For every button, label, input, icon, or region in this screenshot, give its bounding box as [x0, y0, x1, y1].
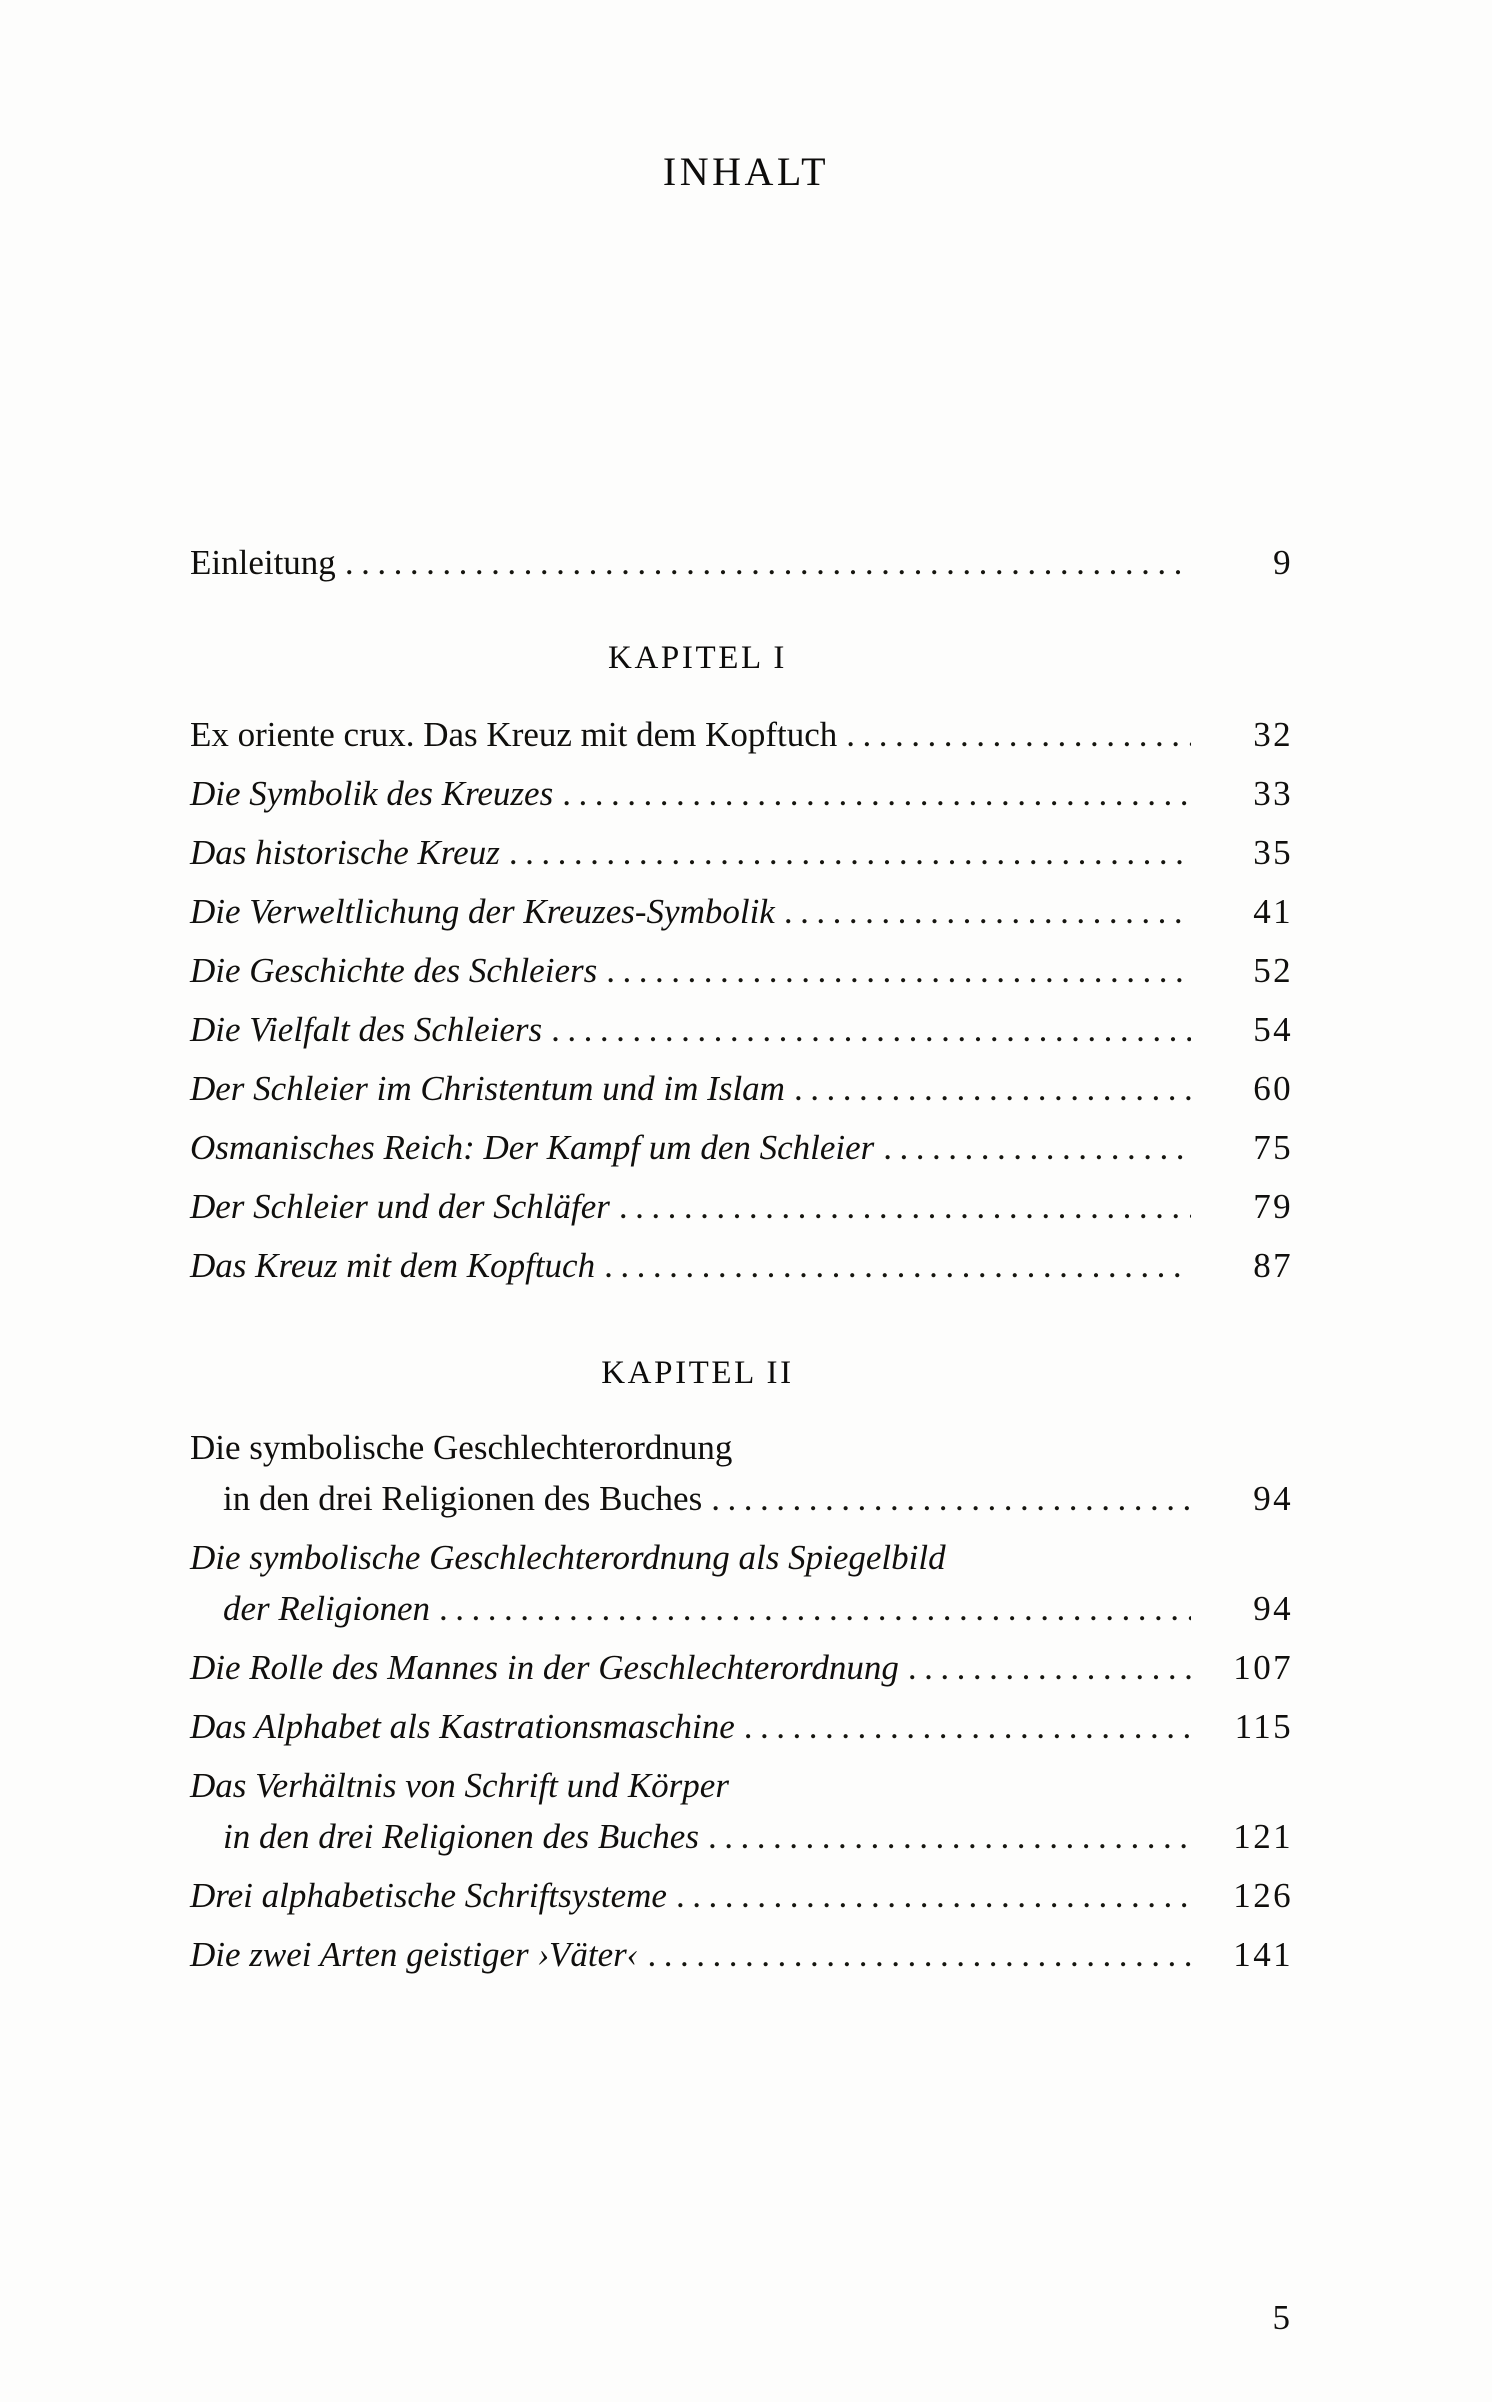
dot-leader	[846, 717, 1191, 752]
toc-entry-page: 35	[1253, 833, 1293, 872]
toc-entry-2-0-line1[interactable]	[190, 1430, 1295, 1465]
toc-entry-page: 141	[1233, 1935, 1293, 1974]
toc-entry-page: 94	[1253, 1589, 1293, 1628]
toc-entry-page: 87	[1253, 1246, 1293, 1285]
toc-entry-page: 33	[1253, 774, 1293, 813]
toc-entry-label: Das Verhältnis von Schrift und Körper	[190, 1766, 729, 1805]
dot-leader	[647, 1937, 1191, 1972]
toc-entry-label: Die Vielfalt des Schleiers	[190, 1010, 543, 1049]
dot-leader	[606, 953, 1191, 988]
dot-leader	[676, 1878, 1191, 1913]
toc-entry-2-5[interactable]	[190, 1878, 1295, 1913]
toc-entry-label: Einleitung	[190, 543, 336, 582]
toc-entry-label-cont: der Religionen	[223, 1589, 431, 1628]
dot-leader	[744, 1709, 1191, 1744]
chapter-heading-1: KAPITEL I	[608, 640, 787, 676]
dot-leader	[551, 1012, 1191, 1047]
folio-number: 5	[1272, 2298, 1290, 2337]
toc-entry-2-0-line2[interactable]	[190, 1481, 1295, 1516]
toc-entry-2-4-line1[interactable]	[190, 1768, 1295, 1803]
toc-entry-einleitung[interactable]	[190, 545, 1295, 580]
toc-entry-1-9[interactable]	[190, 1248, 1295, 1283]
dot-leader	[562, 776, 1191, 811]
toc-entry-2-2[interactable]	[190, 1650, 1295, 1685]
toc-entry-page: 41	[1253, 892, 1293, 931]
toc-entry-2-6[interactable]	[190, 1937, 1295, 1972]
toc-entry-label: Osmanisches Reich: Der Kampf um den Schleier	[190, 1128, 875, 1167]
toc-entry-1-6[interactable]	[190, 1071, 1295, 1106]
toc-entry-page: 107	[1233, 1648, 1293, 1687]
toc-entry-page: 94	[1253, 1479, 1293, 1518]
toc-entry-label: Ex oriente crux. Das Kreuz mit dem Kopftuch	[190, 715, 838, 754]
toc-entry-page: 79	[1253, 1187, 1293, 1226]
toc-entry-1-5[interactable]	[190, 1012, 1295, 1047]
toc-entry-page: 75	[1253, 1128, 1293, 1167]
toc-entry-page: 54	[1253, 1010, 1293, 1049]
toc-entry-2-3[interactable]	[190, 1709, 1295, 1744]
toc-entry-label: Das Kreuz mit dem Kopftuch	[190, 1246, 596, 1285]
dot-leader	[509, 835, 1191, 870]
toc-entry-label: Die symbolische Geschlechterordnung	[190, 1428, 733, 1467]
toc-entry-1-3[interactable]	[190, 894, 1295, 929]
toc-entry-label: Der Schleier und der Schläfer	[190, 1187, 610, 1226]
toc-entry-label: Die Symbolik des Kreuzes	[190, 774, 554, 813]
toc-entry-1-7[interactable]	[190, 1130, 1295, 1165]
toc-entry-1-1[interactable]	[190, 776, 1295, 811]
toc-entry-2-1-line2[interactable]	[190, 1591, 1295, 1626]
toc-entry-2-4-line2[interactable]	[190, 1819, 1295, 1854]
dot-leader	[908, 1650, 1191, 1685]
toc-entry-label: Die Geschichte des Schleiers	[190, 951, 598, 990]
toc-entry-page: 115	[1234, 1707, 1293, 1746]
toc-entry-2-1-line1[interactable]	[190, 1540, 1295, 1575]
dot-leader	[604, 1248, 1191, 1283]
toc-entry-1-4[interactable]	[190, 953, 1295, 988]
toc-entry-1-2[interactable]	[190, 835, 1295, 870]
toc-entry-label: Das historische Kreuz	[190, 833, 500, 872]
toc-entry-label: Die zwei Arten geistiger ›Väter‹	[190, 1935, 639, 1974]
toc-body	[190, 545, 1295, 1972]
dot-leader	[883, 1130, 1191, 1165]
dot-leader	[439, 1591, 1191, 1626]
toc-entry-label-cont: in den drei Religionen des Buches	[223, 1817, 699, 1856]
toc-entry-page: 126	[1233, 1876, 1293, 1915]
toc-entry-label: Drei alphabetische Schriftsysteme	[190, 1876, 667, 1915]
toc-entry-page: 32	[1253, 715, 1293, 754]
page-title: INHALT	[662, 149, 830, 194]
dot-leader	[345, 545, 1191, 580]
toc-entry-1-8[interactable]	[190, 1189, 1295, 1224]
dot-leader	[708, 1819, 1191, 1854]
toc-entry-label: Die Verweltlichung der Kreuzes-Symbolik	[190, 892, 775, 931]
toc-entry-1-0[interactable]	[190, 717, 1295, 752]
chapter-heading-2: KAPITEL II	[601, 1355, 794, 1391]
toc-entry-label: Das Alphabet als Kastrationsmaschine	[190, 1707, 735, 1746]
dot-leader	[784, 894, 1191, 929]
dot-leader	[619, 1189, 1191, 1224]
dot-leader	[794, 1071, 1191, 1106]
dot-leader	[711, 1481, 1191, 1516]
toc-entry-label: Die symbolische Geschlechterordnung als Spiegelbild	[190, 1538, 946, 1577]
toc-entry-label-cont: in den drei Religionen des Buches	[223, 1479, 703, 1518]
toc-entry-page: 52	[1253, 951, 1293, 990]
toc-entry-label: Die Rolle des Mannes in der Geschlechterordnung	[190, 1648, 899, 1687]
toc-entry-page: 9	[1273, 543, 1293, 582]
toc-entry-page: 60	[1253, 1069, 1293, 1108]
toc-entry-page: 121	[1233, 1817, 1293, 1856]
toc-entry-label: Der Schleier im Christentum und im Islam	[190, 1069, 785, 1108]
